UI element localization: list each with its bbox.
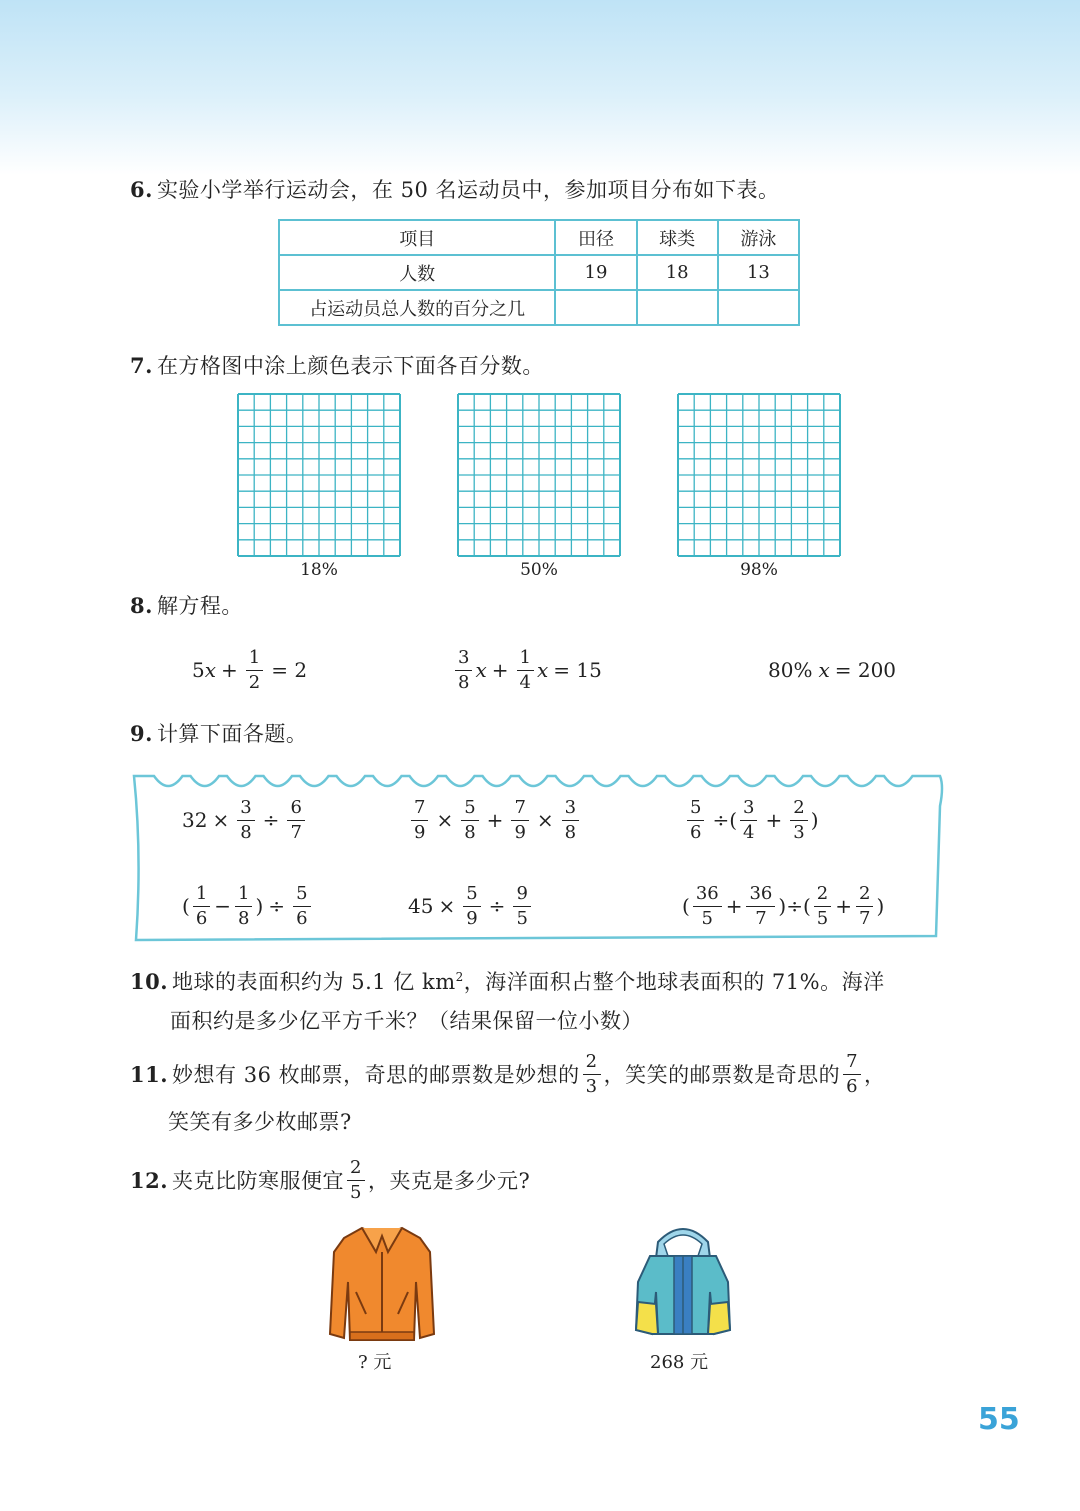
denominator: 5	[816, 907, 829, 929]
fraction	[583, 1052, 601, 1097]
question-number: 11.	[130, 1061, 169, 1087]
question-text: 在方格图中涂上颜色表示下面各百分数。	[156, 354, 544, 378]
coefficient: 5	[192, 658, 205, 682]
question-text: ，海洋面积占整个地球表面积的 71%。海洋	[463, 970, 885, 994]
fraction	[814, 884, 831, 929]
coat-image	[634, 1222, 732, 1340]
question-number: 12.	[130, 1167, 169, 1193]
denominator: 7	[290, 821, 302, 843]
table-row	[279, 220, 799, 255]
hundred-grid-3[interactable]	[677, 393, 841, 561]
paren: )	[255, 894, 264, 918]
question-number: 9.	[130, 721, 153, 746]
table-cell: 13	[718, 255, 799, 290]
term: 45	[408, 894, 434, 918]
numerator: 3	[455, 648, 472, 671]
grid-lines	[237, 393, 401, 557]
numerator: 7	[411, 798, 428, 821]
denominator: 3	[793, 821, 805, 843]
denominator: 5	[701, 907, 713, 929]
calc-5	[408, 876, 534, 936]
paren: (	[802, 894, 811, 918]
denominator: 4	[743, 821, 755, 843]
numerator: 7	[511, 798, 528, 821]
operator: +	[221, 658, 238, 682]
denominator: 7	[755, 907, 767, 929]
percent: 80%	[768, 658, 813, 682]
operator: ÷	[262, 808, 280, 832]
fraction	[235, 884, 252, 929]
calc-3	[684, 790, 819, 850]
operator: ÷	[268, 894, 286, 918]
operator: +	[486, 808, 504, 832]
question-text: ，笑笑的邮票数是奇思的	[603, 1063, 841, 1088]
operator: +	[725, 894, 743, 918]
numerator: 1	[235, 884, 252, 907]
numerator: 2	[347, 1158, 365, 1181]
numerator: 5	[461, 798, 478, 821]
table-cell: 球类	[637, 220, 718, 255]
question-number: 10.	[130, 969, 169, 994]
fraction	[237, 798, 254, 843]
variable: x	[818, 658, 830, 682]
jacket-image	[326, 1222, 438, 1346]
fraction	[347, 1158, 365, 1203]
question-11-line2: 笑笑有多少枚邮票?	[168, 1110, 352, 1134]
question-10	[130, 966, 885, 996]
numerator: 36	[693, 884, 722, 907]
numerator: 3	[562, 798, 579, 821]
calc-4	[182, 876, 314, 936]
operator: ×	[438, 894, 456, 918]
table-cell: 人数	[279, 255, 555, 290]
numerator: 36	[746, 884, 775, 907]
fraction	[411, 798, 428, 843]
fraction	[463, 884, 480, 929]
question-6	[130, 174, 780, 204]
denominator: 6	[195, 907, 208, 929]
equals-part: = 200	[834, 658, 897, 682]
coat-price: 268 元	[650, 1352, 709, 1373]
fraction	[746, 884, 775, 929]
denominator: 5	[516, 907, 528, 929]
table-row	[279, 255, 799, 290]
fraction	[513, 884, 530, 929]
operator: ÷	[488, 894, 506, 918]
operator: ×	[212, 808, 230, 832]
numerator: 5	[463, 884, 480, 907]
fraction	[517, 648, 534, 693]
table-cell: 田径	[555, 220, 636, 255]
denominator: 6	[690, 821, 702, 843]
denominator: 8	[238, 907, 250, 929]
denominator: 8	[564, 821, 577, 843]
fraction	[455, 648, 472, 693]
denominator: 8	[240, 821, 252, 843]
equals-part: = 15	[553, 658, 602, 682]
table-row	[279, 290, 799, 325]
hundred-grid-2[interactable]	[457, 393, 621, 561]
superscript: 2	[455, 970, 464, 984]
equation-3	[768, 640, 901, 700]
fraction	[461, 798, 478, 843]
grid-lines	[677, 393, 841, 557]
paren: (	[682, 894, 690, 918]
question-number: 8.	[130, 593, 153, 618]
denominator: 6	[846, 1075, 859, 1097]
question-12	[130, 1158, 530, 1203]
fraction	[293, 884, 310, 929]
hundred-grid-1[interactable]	[237, 393, 401, 561]
paren: )	[876, 894, 885, 918]
sports-table	[278, 219, 800, 326]
page-number: 55	[978, 1402, 1020, 1437]
question-text: 夹克比防寒服便宜	[172, 1169, 345, 1194]
grid-caption: 18%	[300, 560, 338, 580]
denominator: 9	[466, 907, 478, 929]
calc-6	[682, 876, 884, 936]
variable: x	[204, 658, 217, 682]
numerator: 9	[513, 884, 530, 907]
operator: +	[765, 808, 783, 832]
denominator: 8	[458, 671, 470, 693]
grid-caption: 98%	[740, 560, 778, 580]
fraction	[511, 798, 528, 843]
question-number: 7.	[130, 353, 153, 378]
fraction	[193, 884, 210, 929]
question-9	[130, 718, 307, 748]
question-7	[130, 350, 544, 380]
question-text: ，	[864, 1063, 886, 1088]
question-number: 6.	[130, 177, 153, 202]
paren: (	[182, 894, 190, 918]
calc-2	[408, 790, 582, 850]
numerator: 2	[814, 884, 831, 907]
variable: x	[475, 658, 487, 682]
answer-cell[interactable]	[555, 290, 636, 325]
table-cell: 项目	[279, 220, 555, 255]
operator: +	[835, 894, 852, 918]
fraction	[246, 648, 263, 693]
grid-caption: 50%	[520, 560, 558, 580]
question-text: 妙想有 36 枚邮票，奇思的邮票数是妙想的	[172, 1063, 580, 1088]
fraction	[856, 884, 873, 929]
paren: )	[778, 894, 787, 918]
numerator: 1	[517, 648, 534, 671]
variable: x	[536, 658, 549, 682]
fraction	[843, 1052, 861, 1097]
question-8	[130, 590, 243, 620]
question-text: 地球的表面积约为 5.1 亿 km	[172, 970, 456, 994]
equation-1	[192, 640, 312, 700]
question-11	[130, 1052, 886, 1097]
fraction	[693, 884, 722, 929]
question-text: 计算下面各题。	[156, 722, 308, 746]
question-text: ，夹克是多少元?	[368, 1169, 531, 1194]
denominator: 8	[464, 821, 476, 843]
answer-cell[interactable]	[718, 290, 799, 325]
fraction	[287, 798, 304, 843]
table-cell: 占运动员总人数的百分之几	[279, 290, 555, 325]
denominator: 9	[514, 821, 526, 843]
numerator: 2	[790, 798, 807, 821]
denominator: 9	[414, 821, 426, 843]
operator: ×	[436, 808, 454, 832]
operator: ÷	[786, 894, 803, 918]
operator: ×	[536, 808, 554, 832]
numerator: 2	[856, 884, 873, 907]
grid-lines	[457, 393, 621, 557]
question-10-line2: 面积约是多少亿平方千米？（结果保留一位小数）	[170, 1009, 643, 1033]
numerator: 7	[843, 1052, 861, 1075]
fraction	[740, 798, 757, 843]
operator: −	[214, 894, 232, 918]
numerator: 3	[740, 798, 757, 821]
calc-1	[182, 790, 308, 850]
table-cell: 18	[637, 255, 718, 290]
table-cell: 19	[555, 255, 636, 290]
numerator: 3	[237, 798, 254, 821]
header-band	[0, 0, 1080, 175]
numerator: 5	[687, 798, 704, 821]
denominator: 3	[585, 1075, 598, 1097]
denominator: 4	[519, 671, 531, 693]
denominator: 6	[296, 907, 308, 929]
question-text: 解方程。	[156, 594, 243, 618]
term: 32	[182, 808, 208, 832]
paren: (	[729, 808, 738, 832]
paren: )	[810, 808, 819, 832]
operator: +	[491, 658, 509, 682]
equation-2	[452, 640, 607, 700]
question-text: 实验小学举行运动会，在 50 名运动员中，参加项目分布如下表。	[156, 178, 780, 202]
equals-part: = 2	[271, 658, 308, 682]
jacket-price: ? 元	[358, 1352, 392, 1373]
denominator: 5	[350, 1181, 362, 1203]
numerator: 1	[193, 884, 210, 907]
numerator: 5	[293, 884, 310, 907]
numerator: 6	[287, 798, 304, 821]
numerator: 2	[583, 1052, 601, 1075]
answer-cell[interactable]	[637, 290, 718, 325]
operator: ÷	[712, 808, 730, 832]
fraction	[687, 798, 704, 843]
denominator: 7	[859, 907, 871, 929]
denominator: 2	[248, 671, 261, 693]
fraction	[562, 798, 579, 843]
table-cell: 游泳	[718, 220, 799, 255]
fraction	[790, 798, 807, 843]
numerator: 1	[246, 648, 263, 671]
